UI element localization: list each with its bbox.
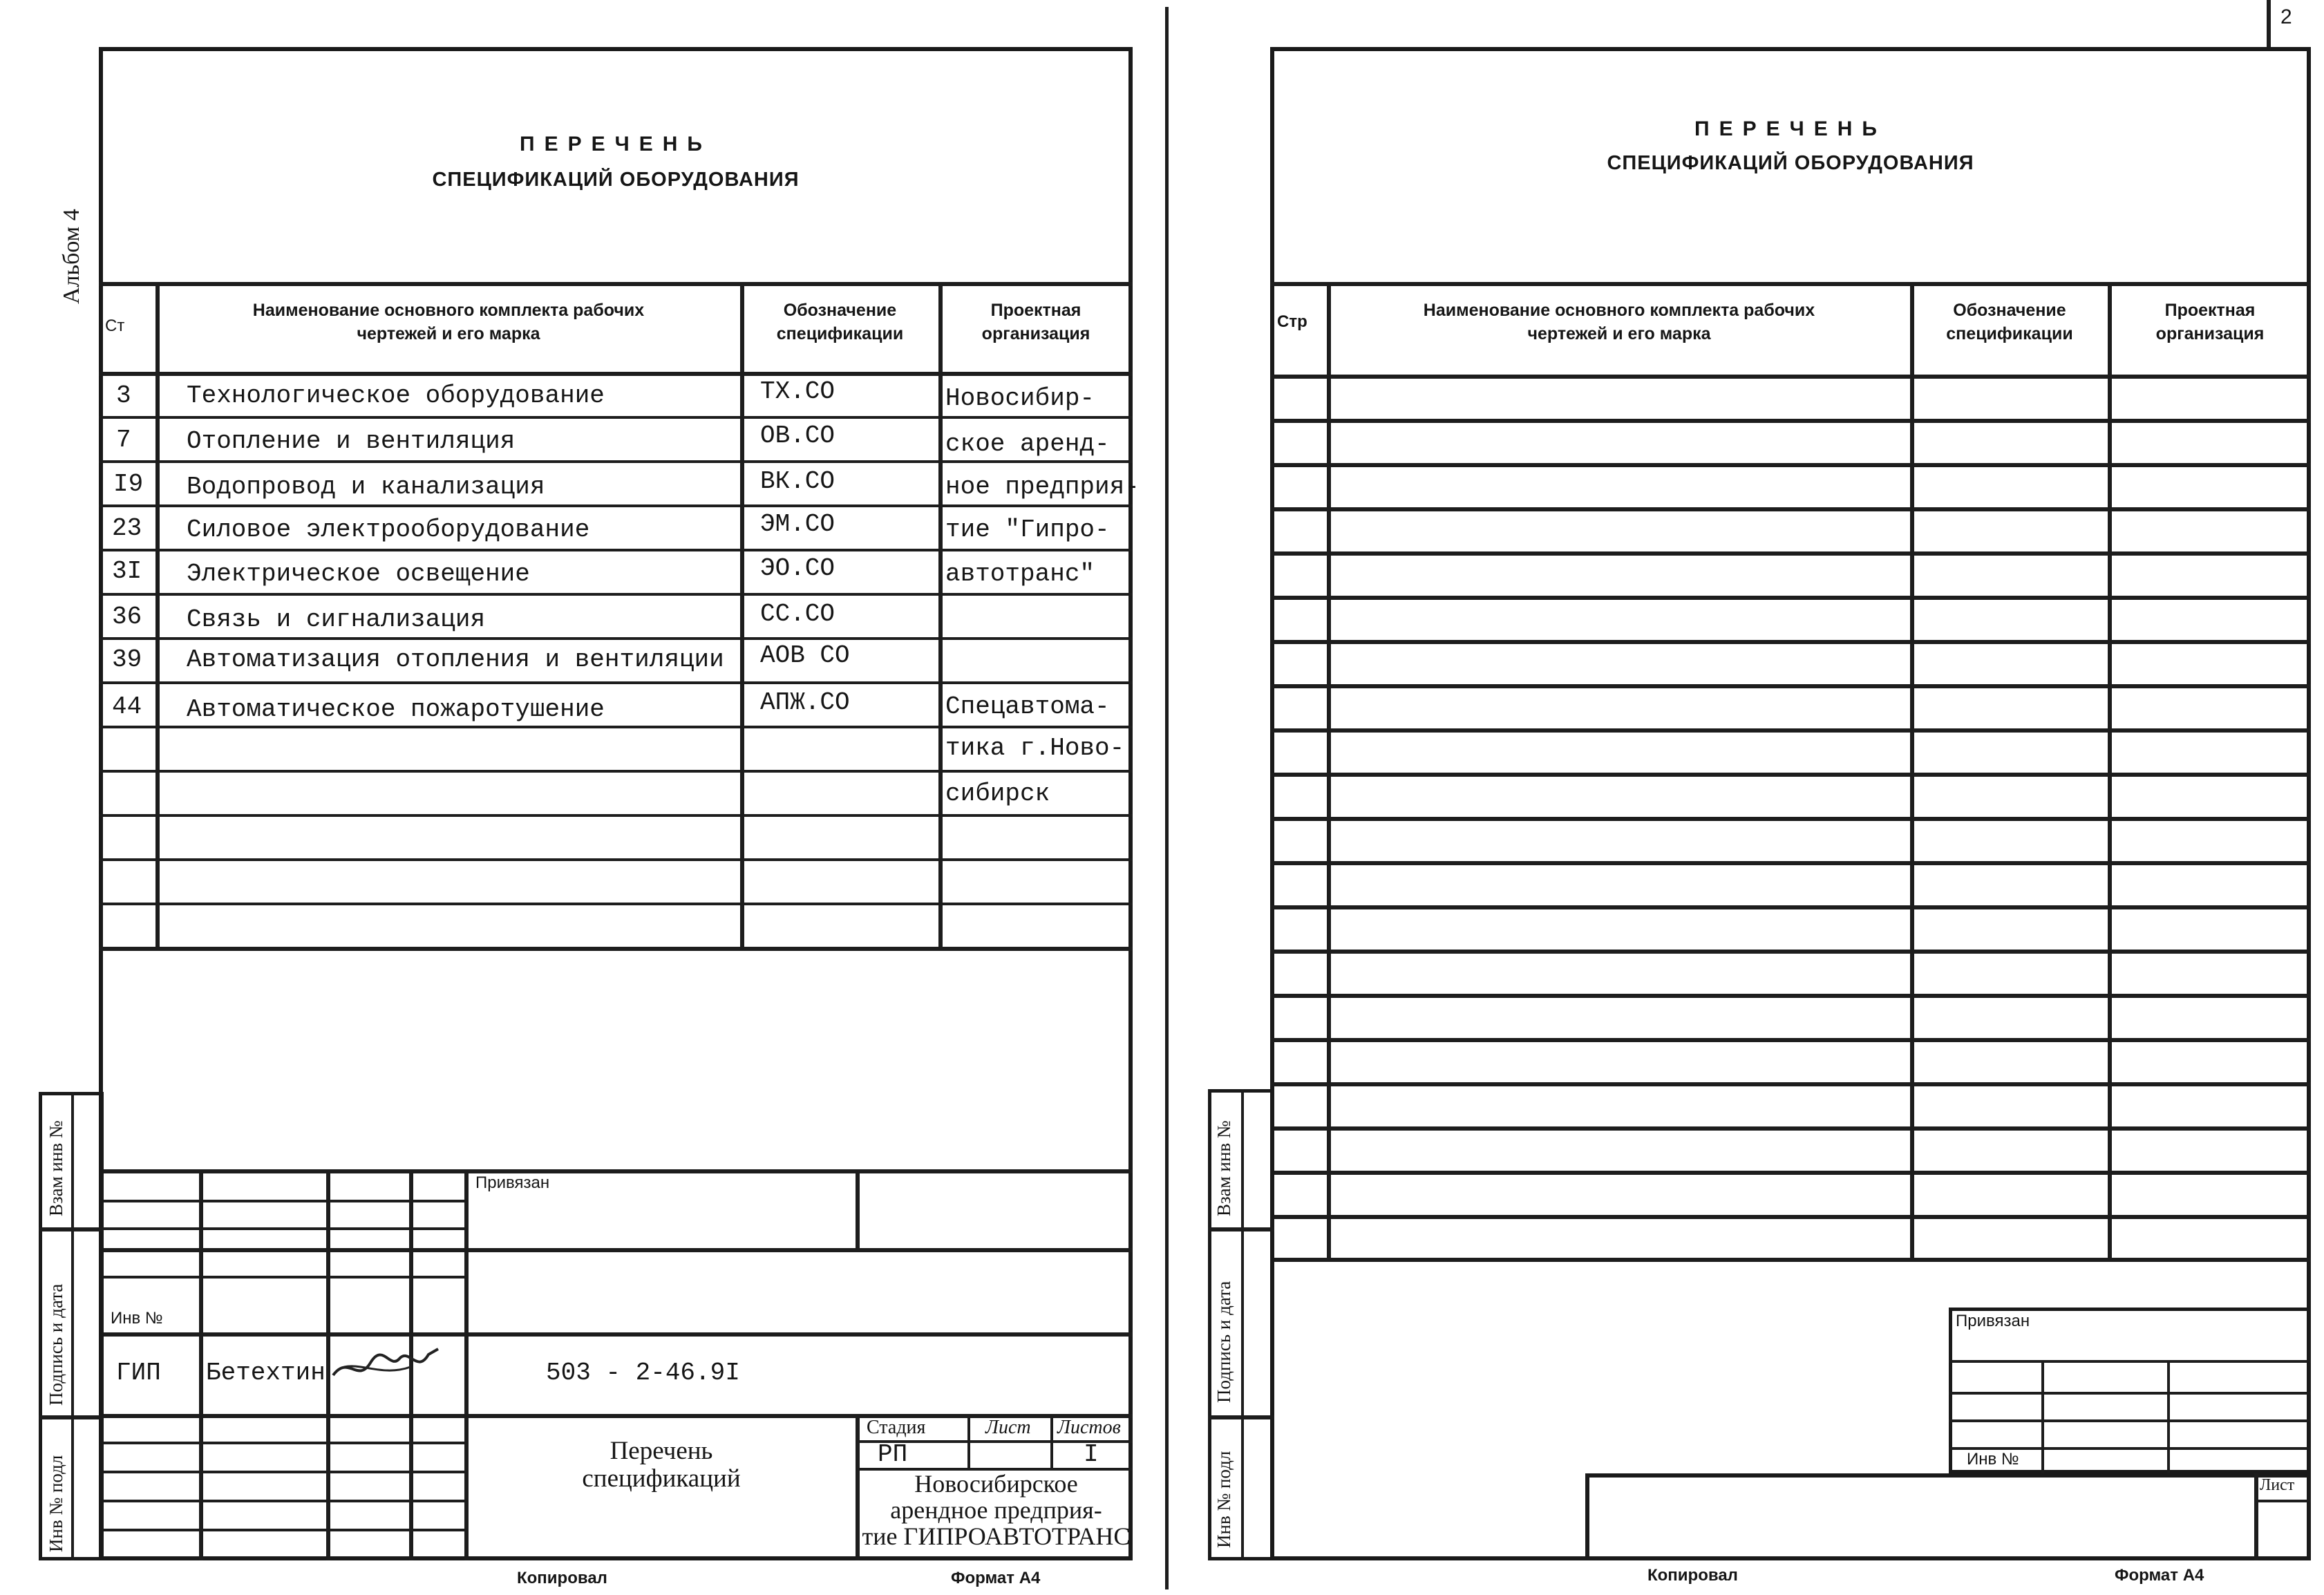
left-side-row [39,1227,104,1231]
left-row-line [99,504,1133,507]
right-row-line [1270,773,2311,777]
right-row-line [1270,994,2311,998]
row-name: Технологическое оборудование [187,381,605,410]
right-row-line [1270,861,2311,865]
left-sheet-label: Лист [985,1417,1031,1438]
left-subtitle: СПЕЦИФИКАЦИЙ ОБОРУДОВАНИЯ [432,169,800,191]
right-list-label: Лист [2260,1476,2295,1494]
right-side-row [1208,1415,1274,1419]
right-privyazan: Привязан [1956,1312,2030,1330]
right-side-row [1208,1227,1274,1231]
right-footer-format: Формат А4 [2115,1566,2204,1585]
right-row-line [1270,950,2311,954]
right-col-line-2 [1910,282,1914,1258]
row-page: I9 [113,470,144,498]
row-code: АПЖ.СО [760,688,850,717]
left-col-name-header [160,299,737,346]
right-row-line [1270,507,2311,511]
row-page: 3 [116,381,131,410]
right-col-org-header-line1: Проектная [2164,301,2256,320]
left-header-top [99,282,1133,286]
right-side-inv-podl: Инв № подл [1213,1451,1234,1548]
left-stamp-org-line1: Новосибирское [914,1470,1078,1498]
left-doc-code: 503 - 2-46.9I [546,1359,740,1387]
right-side-vzam: Взам инв № [1213,1120,1234,1216]
left-col-line-3 [938,282,943,947]
left-sheets-label: Листов [1057,1417,1121,1438]
page-number-tick [2267,0,2271,47]
row-code: ОВ.СО [760,422,835,450]
right-list-h [2254,1500,2311,1502]
right-col-code-header [1914,299,2105,346]
right-row-line [1270,905,2311,909]
right-stamp-row [1949,1360,2311,1363]
left-side-vzam: Взам инв № [46,1120,66,1216]
row-page: 39 [112,645,142,674]
row-code: ЭМ.СО [760,510,835,538]
left-stamp-row [104,1200,464,1202]
right-stamp-row [1949,1392,2311,1395]
right-row-line [1270,1038,2311,1042]
right-col-org-header [2112,299,2308,346]
left-row-line [99,858,1133,861]
right-col-org-header-line2: организация [2155,324,2265,343]
left-stamp-row [104,1332,1133,1337]
row-org: сибирск [945,780,1050,808]
right-inv-no: Инв № [1967,1450,2019,1469]
right-side-split [1241,1089,1244,1560]
left-col-org-header [943,299,1129,346]
row-org: тие "Гипро- [945,516,1110,544]
left-stamp-v4 [464,1169,469,1560]
right-row-line [1270,596,2311,600]
row-code: ВК.СО [760,467,835,496]
left-stamp-org-line3: тие ГИПРОАВТОТРАНС [862,1522,1131,1550]
right-footer-kopiroval: Копировал [1647,1566,1738,1585]
left-stamp-row [104,1248,1133,1252]
right-col-code-header-line2: спецификации [1946,324,2073,343]
right-row-line [1270,1171,2311,1175]
row-code: АОВ СО [760,641,850,670]
left-stamp-row [104,1227,464,1230]
left-row-line [99,903,1133,905]
right-subtitle: СПЕЦИФИКАЦИЙ ОБОРУДОВАНИЯ [1607,152,1974,174]
row-org: Спецавтома- [945,692,1110,721]
row-page: 23 [112,514,142,542]
left-col-org-header-line1: Проектная [990,301,1081,320]
left-col-line-1 [155,282,160,947]
right-header-bottom [1270,375,2311,379]
row-page: 44 [112,692,142,721]
right-stamp-row [1949,1419,2311,1422]
left-footer-format: Формат А4 [951,1569,1041,1587]
left-stamp-top [104,1169,1133,1173]
left-col-code-header [744,299,936,346]
left-stamp-stage-v1 [967,1414,970,1468]
row-code: ТХ.СО [760,377,835,406]
left-col-name-header-line2: чертежей и его марка [357,324,540,343]
left-col-org-header-line2: организация [981,324,1090,343]
left-stage-label: Стадия [867,1417,926,1438]
row-name: Силовое электрооборудование [187,516,590,544]
left-col-name-header-line1: Наименование основного комплекта рабочих [252,301,645,320]
left-stage-value: РП [878,1440,908,1469]
right-col-name-header-line2: чертежей и его марка [1527,324,1711,343]
right-row-line [1270,817,2311,821]
left-stamp-row [104,1414,1133,1418]
right-row-line [1270,419,2311,423]
page-number: 2 [2280,6,2292,28]
right-stamp-v [2167,1360,2170,1473]
left-row-line [99,681,1133,684]
right-side-podpis: Подпись и дата [1213,1281,1234,1403]
left-row-line [99,593,1133,596]
left-row-line [99,416,1133,419]
right-table-bottom [1270,1258,2311,1262]
row-name: Электрическое освещение [187,560,530,588]
left-col-code-header-line1: Обозначение [783,301,897,320]
left-surname: Бетехтин [206,1359,325,1387]
left-privyazan: Привязан [475,1173,550,1192]
row-page: 36 [112,603,142,631]
right-col-name-header [1331,299,1907,346]
row-name: Связь и сигнализация [187,605,486,634]
right-col-code-header-line1: Обозначение [1953,301,2066,320]
right-row-line [1270,640,2311,644]
right-row-line [1270,1215,2311,1219]
left-gip: ГИП [116,1359,161,1387]
left-stamp-stage-v2 [1050,1414,1053,1468]
left-col-code-header-line2: спецификации [776,324,904,343]
left-title: ПЕРЕЧЕНЬ [520,133,712,155]
left-stamp-org-line2: арендное предприя- [890,1496,1102,1524]
right-row-line [1270,463,2311,467]
right-header-top [1270,282,2311,286]
row-name: Автоматизация отопления и вентиляции [187,645,724,674]
left-doc-title-line2: спецификаций [582,1464,741,1493]
page-divider [1165,7,1169,1589]
right-row-line [1270,728,2311,733]
right-row-line [1270,1082,2311,1086]
row-name: Водопровод и канализация [187,473,545,501]
signature-scribble [328,1342,445,1390]
row-page: 7 [116,426,131,454]
right-title: ПЕРЕЧЕНЬ [1694,117,1887,140]
right-stamp-big [1585,1473,2311,1560]
left-row-line [99,637,1133,640]
right-list-v [2254,1473,2258,1560]
left-stamp-row [104,1442,464,1444]
left-side-podpis: Подпись и дата [46,1283,66,1406]
left-row-line [99,460,1133,463]
left-stamp-row [104,1529,464,1531]
left-row-line [99,726,1133,728]
album-label: Альбом 4 [59,209,84,304]
row-org: тика г.Ново- [945,734,1125,762]
left-row-line [99,770,1133,773]
left-stamp-row [104,1471,464,1473]
left-side-inv-podl: Инв № подл [46,1455,66,1552]
right-stamp-v [2041,1360,2044,1473]
row-org: Новосибир- [945,384,1095,413]
left-footer-kopiroval: Копировал [517,1569,607,1587]
right-col-page-header: Стр [1277,312,1307,331]
left-side-row [39,1415,104,1419]
left-stamp-v5 [856,1169,860,1248]
left-inv-no: Инв № [111,1309,163,1328]
row-page: 3I [112,557,142,585]
right-col-line-3 [2108,282,2112,1258]
row-name: Автоматическое пожаротушение [187,695,605,724]
row-org: автотранс" [945,560,1095,588]
left-doc-title [470,1437,853,1493]
row-org: ное предприя- [945,473,1140,501]
left-sheets-value: I [1084,1440,1099,1469]
left-stamp-org [860,1471,1133,1549]
left-col-line-2 [740,282,744,947]
right-row-line [1270,684,2311,688]
left-stamp-row [104,1500,464,1502]
right-row-line [1270,551,2311,556]
left-side-split [71,1092,74,1560]
left-header-bottom [99,372,1133,376]
row-name: Отопление и вентиляция [187,427,516,455]
left-col-page-header: Ст [105,317,125,335]
right-col-name-header-line1: Наименование основного комплекта рабочих [1423,301,1815,320]
right-row-line [1270,1126,2311,1131]
left-row-line [99,814,1133,817]
row-code: СС.СО [760,600,835,628]
row-code: ЭО.СО [760,554,835,583]
left-table-bottom [99,947,1133,951]
row-org: ское аренд- [945,430,1110,458]
left-stamp-row [104,1276,464,1278]
left-doc-title-line1: Перечень [610,1437,713,1465]
left-row-line [99,549,1133,551]
right-col-line-1 [1327,282,1331,1258]
